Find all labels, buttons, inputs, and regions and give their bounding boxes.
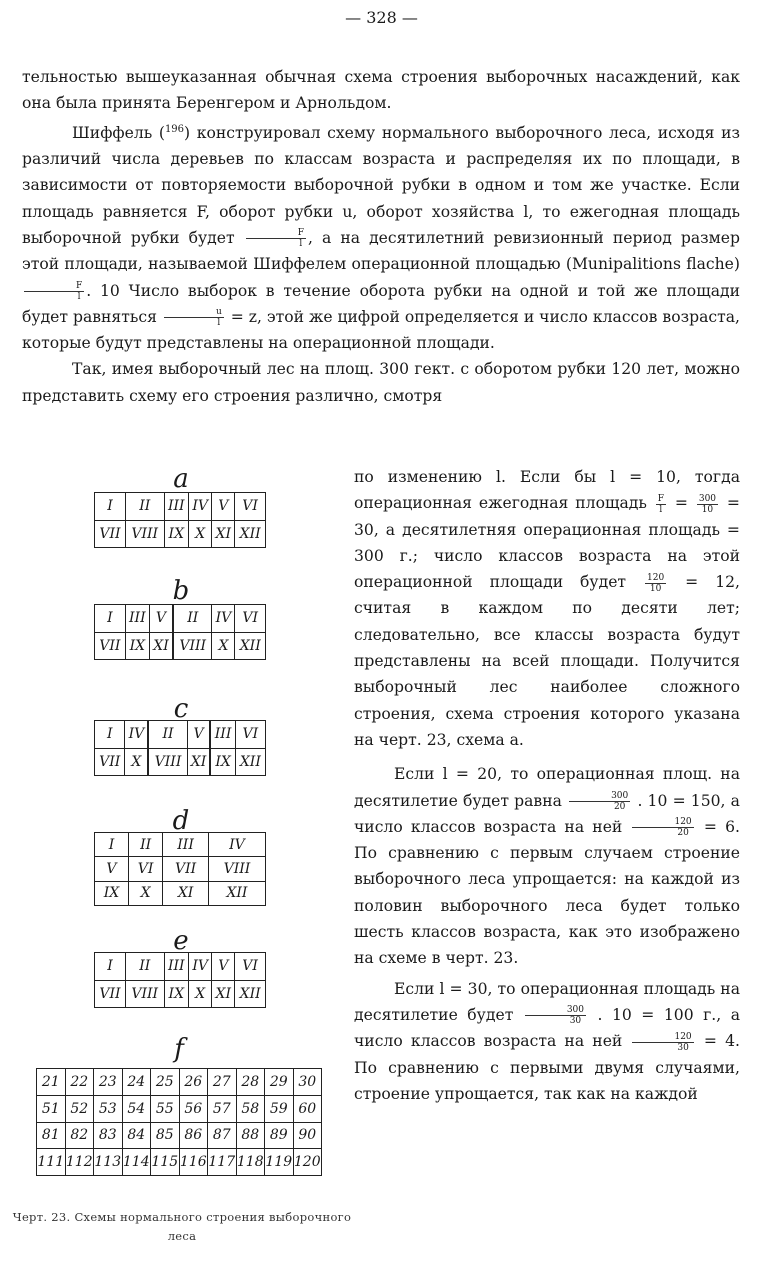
plot-cell: 60 <box>293 1095 322 1122</box>
plot-cell: 87 <box>208 1122 237 1149</box>
plot-cell: 28 <box>236 1069 265 1096</box>
paragraph-1: тельностью вышеуказанная обычная схема строения выборочных насаждений, как она была принята Беренгером и Арнольдом. <box>22 68 740 113</box>
age-class-cell: IX <box>164 980 189 1008</box>
plot-cell: 113 <box>94 1149 123 1176</box>
age-class-cell: XI <box>187 748 210 776</box>
paragraph-4: по изменению l. Если бы l = 10, тогда операционная ежегодная площадь $\frac{F}{l}$ = $\frac{300}{10}$ = 30, а десятилетняя операционная площадь = 300 г.; число классов возраста на этой операционной площади будет $\frac{120}{10}$ = 12, считая в каждом по десяти лет; следовательно, все классы возраста будут представлены на всей площади. Получится выборочный лес наиболее сложного строения, схема строения которого указана на черт. 23, схема a. <box>354 468 740 749</box>
age-class-cell: XII <box>235 980 266 1008</box>
age-class-cell: I <box>95 953 126 981</box>
scheme-label: d <box>172 806 190 836</box>
paragraph-2: Шиффель ($^{196}$) конструировал схему нормального выборочного леса, исходя из различий числа деревьев по классам возраста и распределяя их по площади, в зависимости от повторяемости выборочной рубки в одном и том же участке. Если площадь равняется F, оборот рубки u, оборот хозяйства l, то ежегодная площадь выборочной рубки будет $\frac{F}{l}$ , а на десятилетний ревизионный период размер этой площади, называемой Шиффелем операционной площадью (Munipalitions flache) $\frac{F}{l}$ . 10 Число выборок в течение оборота рубки на одной и той же площади будет равняться $\frac{u}{l}$ = z, этой же цифрой определяется и число классов возраста, которые будут представлены на операционной площади. <box>22 123 741 353</box>
fraction: $\frac{u}{l}$ <box>164 307 224 328</box>
age-class-cell: VI <box>235 721 265 749</box>
scheme-label: e <box>173 926 189 956</box>
age-class-cell: VIII <box>148 748 187 776</box>
plot-cell: 30 <box>293 1069 322 1096</box>
scheme-b <box>92 578 270 664</box>
scheme-grid <box>36 1068 322 1176</box>
age-class-cell: VI <box>235 953 266 981</box>
scheme-grid <box>94 832 266 906</box>
plot-cell: 88 <box>236 1122 265 1149</box>
plot-cell: 25 <box>151 1069 180 1096</box>
plot-cell: 86 <box>179 1122 208 1149</box>
scheme-grid <box>94 604 266 660</box>
age-class-cell: VI <box>235 605 266 633</box>
scheme-label: b <box>172 576 190 606</box>
fraction: $\frac{F}{l}$ <box>657 493 664 515</box>
paragraph-6: Если l = 30, то операционная площадь на десятилетие будет $\frac{300}{30}$ . 10 = 100 г., а число классов возраста на ней $\frac{120}{30}$ = 4. По сравнению с первыми двумя случаями, строение упрощается, так как на каждой <box>354 979 740 1103</box>
age-class-cell: XI <box>163 881 209 905</box>
age-class-cell: XI <box>212 980 235 1008</box>
plot-cell: 51 <box>37 1095 66 1122</box>
age-class-cell: VII <box>163 857 209 881</box>
plot-cell: 53 <box>94 1095 123 1122</box>
plot-cell: 55 <box>151 1095 180 1122</box>
age-class-cell: I <box>95 493 126 521</box>
age-class-cell: XII <box>235 520 266 548</box>
plot-cell: 81 <box>37 1122 66 1149</box>
plot-cell: 115 <box>151 1149 180 1176</box>
age-class-cell: III <box>125 605 149 633</box>
age-class-cell: VI <box>128 857 162 881</box>
scheme-label: a <box>173 464 189 494</box>
age-class-cell: V <box>212 953 235 981</box>
fraction: $\frac{300}{20}$ <box>569 791 630 812</box>
plot-cell: 120 <box>293 1149 322 1176</box>
plot-cell: 24 <box>122 1069 151 1096</box>
scheme-grid <box>94 720 266 776</box>
age-class-cell: X <box>189 980 212 1008</box>
plot-cell: 27 <box>208 1069 237 1096</box>
plot-cell: 57 <box>208 1095 237 1122</box>
plot-cell: 111 <box>37 1149 66 1176</box>
age-class-cell: II <box>125 953 164 981</box>
scheme-a <box>92 466 270 552</box>
footnote-ref: 196 <box>164 123 185 135</box>
age-class-cell: X <box>125 748 149 776</box>
age-class-cell: X <box>189 520 212 548</box>
plot-cell: 82 <box>65 1122 94 1149</box>
age-class-cell: X <box>212 632 235 660</box>
age-class-cell: IV <box>189 493 212 521</box>
age-class-cell: XI <box>212 520 235 548</box>
age-class-cell: VIII <box>125 980 164 1008</box>
age-class-cell: XI <box>149 632 173 660</box>
age-class-cell: XII <box>235 748 265 776</box>
plot-cell: 52 <box>65 1095 94 1122</box>
age-class-cell: VII <box>95 520 126 548</box>
fraction: $\frac{300}{10}$ <box>698 493 717 515</box>
age-class-cell: III <box>210 721 235 749</box>
paragraph-5: Если l = 20, то операционная площ. на десятилетие будет равна $\frac{300}{20}$ . 10 = 150, а число классов возраста на ней $\frac{120}{20}$ = 6. По сравнению с первым случаем строение выборочного леса упрощается: на каждой из половин выборочного леса будет только шесть классов возраста, как это изображено на схеме в черт. 23. <box>354 765 740 968</box>
plot-cell: 29 <box>265 1069 294 1096</box>
age-class-cell: IX <box>125 632 149 660</box>
age-class-cell: III <box>164 953 189 981</box>
age-class-cell: III <box>164 493 189 521</box>
plot-cell: 90 <box>293 1122 322 1149</box>
plot-cell: 117 <box>208 1149 237 1176</box>
age-class-cell: X <box>128 881 162 905</box>
scheme-e <box>92 928 270 1014</box>
plot-cell: 23 <box>94 1069 123 1096</box>
plot-cell: 56 <box>179 1095 208 1122</box>
plot-cell: 112 <box>65 1149 94 1176</box>
fraction: $\frac{120}{30}$ <box>632 1032 693 1053</box>
age-class-cell: VI <box>235 493 266 521</box>
plot-cell: 54 <box>122 1095 151 1122</box>
scheme-f <box>34 1036 324 1180</box>
age-class-cell: V <box>95 857 129 881</box>
age-class-cell: I <box>95 605 126 633</box>
age-class-cell: IV <box>125 721 149 749</box>
age-class-cell: I <box>95 833 129 857</box>
scheme-label: c <box>173 694 189 724</box>
age-class-cell: VIII <box>208 857 265 881</box>
age-class-cell: I <box>95 721 125 749</box>
plot-cell: 84 <box>122 1122 151 1149</box>
fraction: $\frac{120}{10}$ <box>647 572 665 594</box>
age-class-cell: V <box>212 493 235 521</box>
scheme-c <box>92 696 270 782</box>
age-class-cell: VII <box>95 980 126 1008</box>
plot-cell: 116 <box>179 1149 208 1176</box>
scheme-d <box>92 808 270 912</box>
plot-cell: 114 <box>122 1149 151 1176</box>
plot-cell: 26 <box>179 1069 208 1096</box>
plot-cell: 118 <box>236 1149 265 1176</box>
plot-cell: 22 <box>65 1069 94 1096</box>
fraction: $\frac{300}{30}$ <box>525 1005 586 1026</box>
plot-cell: 21 <box>37 1069 66 1096</box>
age-class-cell: IX <box>164 520 189 548</box>
age-class-cell: V <box>149 605 173 633</box>
plot-cell: 59 <box>265 1095 294 1122</box>
age-class-cell: II <box>128 833 162 857</box>
age-class-cell: III <box>163 833 209 857</box>
age-class-cell: XII <box>235 632 266 660</box>
age-class-cell: VIII <box>173 632 212 660</box>
fraction: $\frac{F}{l}$ <box>24 281 84 302</box>
top-text <box>22 64 740 409</box>
right-column <box>354 464 740 1107</box>
age-class-cell: VII <box>95 632 126 660</box>
age-class-cell: V <box>187 721 210 749</box>
plot-cell: 85 <box>151 1122 180 1149</box>
fraction: $\frac{120}{20}$ <box>632 817 693 838</box>
scheme-grid <box>94 492 266 548</box>
plot-cell: 83 <box>94 1122 123 1149</box>
fraction: $\frac{F}{l}$ <box>246 228 306 249</box>
age-class-cell: II <box>173 605 212 633</box>
scheme-label: f <box>174 1034 184 1064</box>
age-class-cell: IX <box>95 881 129 905</box>
paragraph-3: Так, имея выборочный лес на площ. 300 гект. с оборотом рубки 120 лет, можно представить схему его строения различно, смотря <box>22 360 740 405</box>
age-class-cell: II <box>125 493 164 521</box>
age-class-cell: IX <box>210 748 235 776</box>
figure-caption: Черт. 23. Схемы нормального строения выборочного леса <box>12 1210 352 1243</box>
age-class-cell: XII <box>208 881 265 905</box>
age-class-cell: VIII <box>125 520 164 548</box>
age-class-cell: VII <box>95 748 125 776</box>
plot-cell: 58 <box>236 1095 265 1122</box>
age-class-cell: IV <box>208 833 265 857</box>
age-class-cell: IV <box>212 605 235 633</box>
plot-cell: 119 <box>265 1149 294 1176</box>
scheme-grid <box>94 952 266 1008</box>
age-class-cell: IV <box>189 953 212 981</box>
page-number: — 328 — <box>345 8 418 27</box>
plot-cell: 89 <box>265 1122 294 1149</box>
age-class-cell: II <box>148 721 187 749</box>
